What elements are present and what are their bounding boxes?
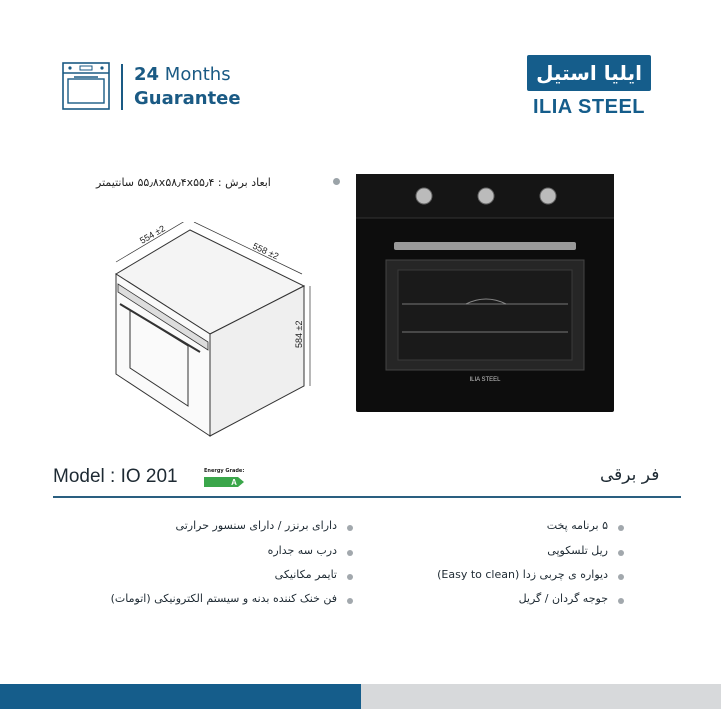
- depth-dimension-label: [251, 241, 280, 262]
- feature-item: جوجه گردان / گریل: [518, 592, 608, 605]
- model-title: Model : IO 201: [53, 466, 178, 487]
- feature-item: درب سه جداره: [267, 544, 337, 557]
- brand-logo-persian: ایلیا استیل: [536, 61, 642, 85]
- guarantee-months-number: 24: [134, 64, 160, 85]
- energy-grade-value: A: [231, 478, 237, 487]
- feature-item: دارای برنزر / دارای سنسور حرارتی: [175, 519, 337, 532]
- height-dimension-label: [294, 321, 304, 348]
- energy-grade-badge: [204, 477, 244, 487]
- bullet-icon: [347, 574, 353, 580]
- footer-bar-blue: [0, 684, 361, 709]
- svg-text:584 ±2: 584 ±2: [294, 320, 304, 348]
- feature-item: تایمر مکانیکی: [274, 568, 337, 581]
- brand-logo: [527, 55, 651, 91]
- energy-grade-label: Energy Grade:: [204, 468, 245, 474]
- svg-text:558 ±2: 558 ±2: [251, 240, 281, 262]
- bullet-icon: [333, 178, 340, 185]
- header-divider: [121, 64, 123, 110]
- oven-product-photo: [356, 174, 614, 412]
- svg-text:554 ±2: 554 ±2: [138, 223, 167, 246]
- oven-icon: [62, 62, 110, 110]
- oven-dimension-diagram: [112, 222, 317, 437]
- bullet-icon: [618, 574, 624, 580]
- bullet-icon: [347, 550, 353, 556]
- feature-item: ۵ برنامه پخت: [546, 519, 608, 532]
- feature-item: فن خنک کننده بدنه و سیستم الکترونیکی (اتومات): [110, 592, 337, 605]
- bullet-icon: [618, 525, 624, 531]
- brand-logo-english: ILIA STEEL: [532, 96, 646, 118]
- oven-brand-mark: ILIA STEEL: [469, 377, 501, 383]
- bullet-icon: [347, 525, 353, 531]
- bullet-icon: [347, 598, 353, 604]
- section-divider: [53, 496, 681, 498]
- feature-item: ریل تلسکوپی: [547, 544, 608, 557]
- bullet-icon: [618, 598, 624, 604]
- footer-bar-gray: [361, 684, 721, 709]
- bullet-icon: [618, 550, 624, 556]
- feature-item: دیواره ی چربی زدا (Easy to clean): [437, 568, 608, 581]
- product-type: فر برقی: [600, 465, 660, 485]
- guarantee-months: [134, 64, 231, 85]
- guarantee-label: Guarantee: [134, 88, 241, 109]
- cutout-dimensions-caption: ابعاد برش : ۵۵٫۸x۵۸٫۴x۵۵٫۴ سانتیمتر: [96, 176, 271, 189]
- guarantee-months-word: Months: [164, 64, 231, 85]
